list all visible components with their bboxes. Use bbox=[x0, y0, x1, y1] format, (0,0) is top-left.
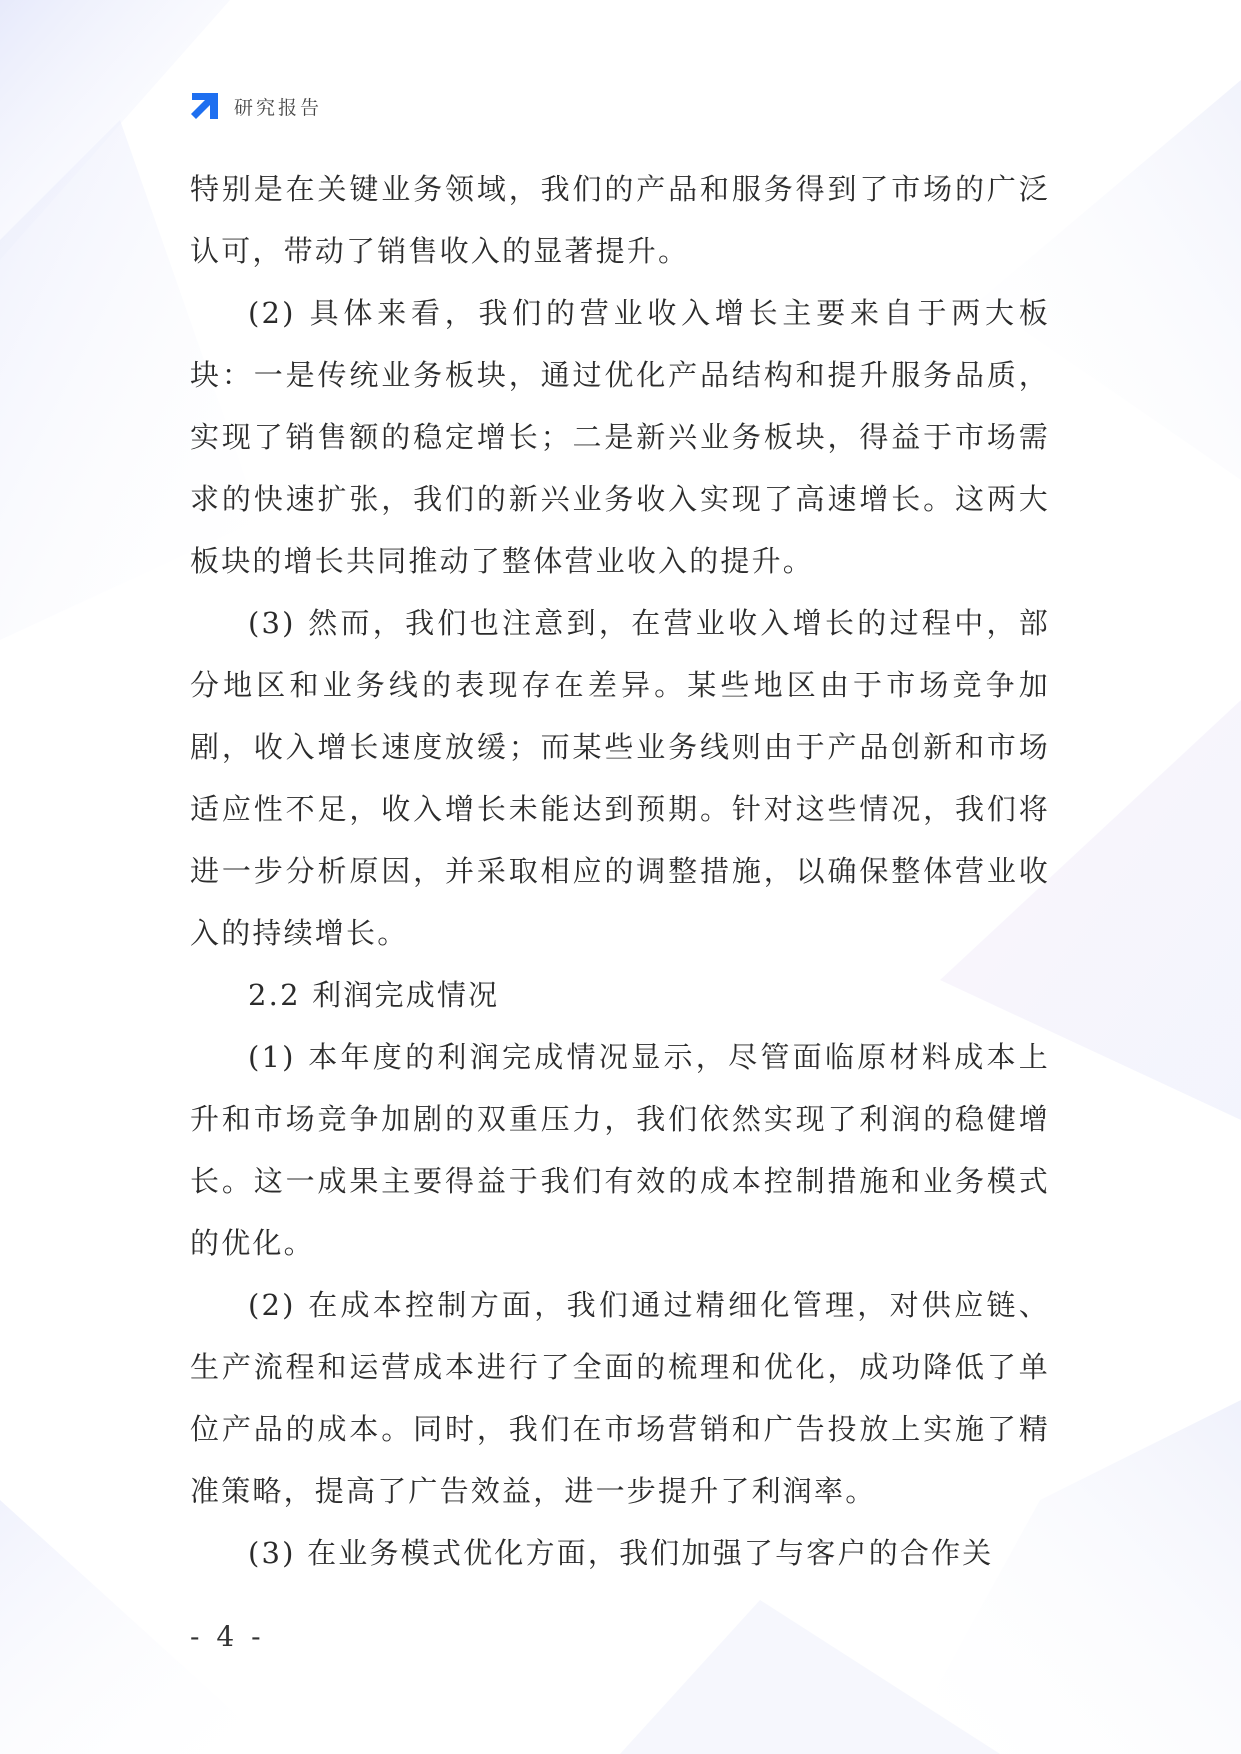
paragraph: (2) 具体来看，我们的营业收入增长主要来自于两大板块：一是传统业务板块，通过优化产品结构和提升服务品质，实现了销售额的稳定增长；二是新兴业务板块，得益于市场需求的快速扩张，我们的新兴业务收入实现了高速增长。这两大板块的增长共同推动了整体营业收入的提升。 bbox=[190, 296, 1050, 578]
section-heading: 2.2 利润完成情况 bbox=[248, 978, 500, 1012]
document-body bbox=[190, 158, 1050, 1584]
paragraph: (3) 在业务模式优化方面，我们加强了与客户的合作关 bbox=[248, 1536, 994, 1570]
page-number: - 4 - bbox=[190, 1620, 265, 1653]
header bbox=[188, 88, 322, 124]
paragraph: (2) 在成本控制方面，我们通过精细化管理，对供应链、生产流程和运营成本进行了全面的梳理和优化，成功降低了单位产品的成本。同时，我们在市场营销和广告投放上实施了精准策略，提高了广告效益，进一步提升了利润率。 bbox=[190, 1288, 1050, 1508]
brand-label: 研究报告 bbox=[234, 96, 323, 119]
arrow-logo-icon bbox=[188, 89, 222, 123]
paragraph: 特别是在关键业务领域，我们的产品和服务得到了市场的广泛认可，带动了销售收入的显著提升。 bbox=[190, 172, 1050, 268]
paragraph: (1) 本年度的利润完成情况显示，尽管面临原材料成本上升和市场竞争加剧的双重压力，我们依然实现了利润的稳健增长。这一成果主要得益于我们有效的成本控制措施和业务模式的优化。 bbox=[190, 1040, 1050, 1260]
paragraph: (3) 然而，我们也注意到，在营业收入增长的过程中，部分地区和业务线的表现存在差异。某些地区由于市场竞争加剧，收入增长速度放缓；而某些业务线则由于产品创新和市场适应性不足，收入增长未能达到预期。针对这些情况，我们将进一步分析原因，并采取相应的调整措施，以确保整体营业收入的持续增长。 bbox=[190, 606, 1050, 950]
